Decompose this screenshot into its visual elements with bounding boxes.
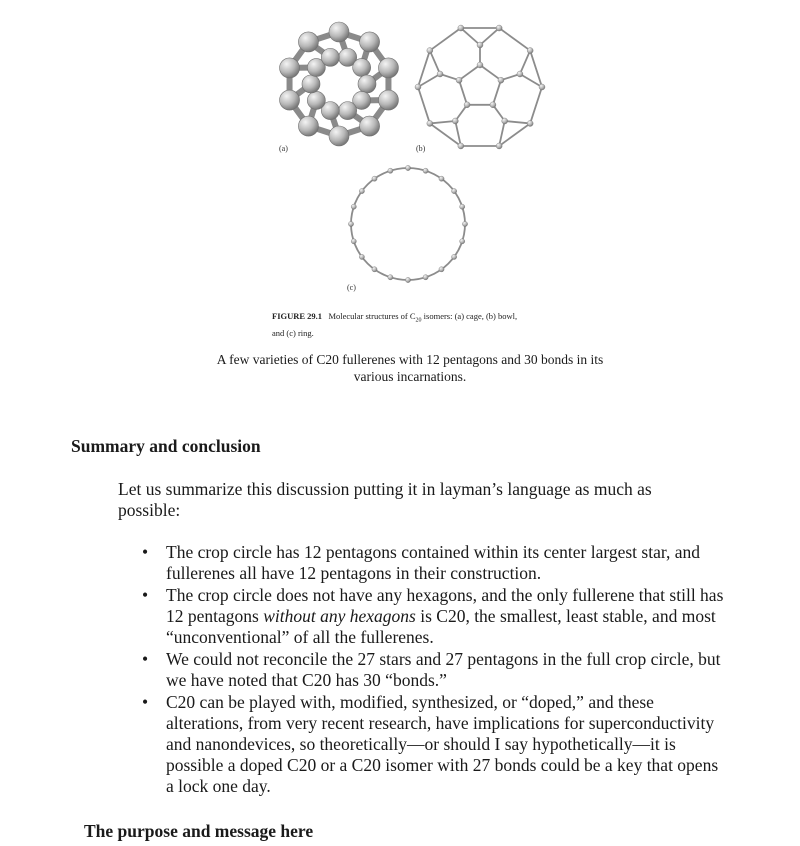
- bowl-structure: [415, 25, 545, 149]
- atom-ball: [439, 176, 444, 181]
- atom-ball: [423, 275, 428, 280]
- atom-ball: [378, 90, 398, 110]
- bullet-item-1: [140, 542, 730, 584]
- cage-structure: [280, 22, 399, 146]
- summary-heading: Summary and conclusion: [71, 436, 261, 456]
- figure-caption-line1-pre: Molecular structures of C: [328, 311, 416, 321]
- figure-caption: [272, 310, 572, 339]
- atom-ball: [498, 77, 504, 83]
- atom-ball: [348, 221, 353, 226]
- atom-ball: [372, 176, 377, 181]
- atom-ball: [360, 116, 380, 136]
- bullet-text-4: C20 can be played with, modified, synthesized, or “doped,” and these alterations, from very recent research, have implications for superconductivity and nanondevices, so theoretically—or should I say hypothetically—it is possible a doped C20 or a C20 isomer with 27 bonds could be a key that opens a lock one day.: [166, 692, 719, 796]
- atom-ball: [378, 58, 398, 78]
- atom-ball: [437, 71, 443, 77]
- purpose-heading: The purpose and message here: [84, 821, 314, 841]
- panel-label-a: (a): [279, 144, 288, 153]
- atom-ball: [359, 254, 364, 259]
- atom-ball: [439, 267, 444, 272]
- atom-ball: [477, 42, 483, 48]
- atom-ball: [280, 90, 300, 110]
- bullet-item-3: [140, 649, 730, 691]
- atom-ball: [329, 126, 349, 146]
- atom-ball: [423, 168, 428, 173]
- figure-caption-line2: and (c) ring.: [272, 327, 314, 338]
- bullet-icon: •: [142, 585, 149, 605]
- atom-ball: [351, 239, 356, 244]
- atom-ball: [458, 25, 464, 31]
- atom-ball: [360, 32, 380, 52]
- atom-ball: [452, 188, 457, 193]
- bullet-item-2: [140, 585, 730, 648]
- atom-ball: [329, 22, 349, 42]
- atom-ball: [527, 120, 533, 126]
- atom-ball: [427, 120, 433, 126]
- atom-ball: [372, 267, 377, 272]
- bullet-text-2-post: is C20, the smallest, least stable, and most “unconventional” of all the fullerenes.: [166, 606, 716, 647]
- atom-ball: [452, 254, 457, 259]
- figure-caption-subscript: 20: [415, 317, 422, 324]
- atom-ball: [405, 277, 410, 282]
- panel-label-b: (b): [416, 144, 426, 153]
- atom-ball: [517, 71, 523, 77]
- atom-ball: [502, 118, 508, 124]
- bullet-text-2-pre: The crop circle does not have any hexagons, and the only fullerene that still has 12 pentagons: [166, 585, 724, 626]
- bullet-icon: •: [142, 692, 149, 712]
- atom-ball: [302, 75, 320, 93]
- atom-ball: [321, 48, 339, 66]
- atom-ball: [280, 58, 300, 78]
- atom-ball: [405, 165, 410, 170]
- summary-intro: Let us summarize this discussion putting it in layman’s language as much as possible:: [118, 479, 652, 520]
- atom-ball: [351, 204, 356, 209]
- atom-ball: [464, 102, 470, 108]
- atom-ball: [388, 168, 393, 173]
- atom-ball: [496, 143, 502, 149]
- atom-ball: [358, 75, 376, 93]
- atom-ball: [353, 59, 371, 77]
- bullet-text-1: The crop circle has 12 pentagons contained within its center largest star, and fullerenes all have 12 pentagons in their construction.: [166, 542, 701, 583]
- bullet-icon: •: [142, 649, 149, 669]
- atom-ball: [460, 239, 465, 244]
- atom-ball: [539, 84, 545, 90]
- bullet-item-4: [140, 692, 730, 797]
- atom-ball: [452, 118, 458, 124]
- ring-structure: [348, 165, 467, 282]
- atom-ball: [460, 204, 465, 209]
- bullet-text-3: We could not reconcile the 27 stars and 27 pentagons in the full crop circle, but we have noted that C20 has 30 “bonds.”: [166, 649, 721, 690]
- panel-label-c: (c): [347, 283, 356, 292]
- image-caption: A few varieties of C20 fullerenes with 12 pentagons and 30 bonds in its various incarnations.: [216, 352, 604, 384]
- atom-ball: [458, 143, 464, 149]
- atom-ball: [427, 48, 433, 54]
- atom-ball: [490, 102, 496, 108]
- bullet-text-2-emphasis: without any hexagons: [263, 606, 416, 626]
- atom-ball: [307, 91, 325, 109]
- summary-bullet-list: [140, 542, 730, 798]
- atom-ball: [527, 48, 533, 54]
- atom-ball: [477, 62, 483, 68]
- atom-ball: [415, 84, 421, 90]
- figure-29-1: [0, 0, 800, 345]
- bullet-icon: •: [142, 542, 149, 562]
- figure-graphic: [0, 0, 800, 345]
- atom-ball: [388, 275, 393, 280]
- figure-caption-line1-post: isomers: (a) cage, (b) bowl,: [421, 311, 518, 321]
- atom-ball: [298, 32, 318, 52]
- atom-ball: [359, 188, 364, 193]
- figure-number: FIGURE 29.1: [272, 311, 323, 321]
- atom-ball: [462, 221, 467, 226]
- atom-ball: [456, 77, 462, 83]
- atom-ball: [298, 116, 318, 136]
- atom-ball: [339, 102, 357, 120]
- atom-ball: [496, 25, 502, 31]
